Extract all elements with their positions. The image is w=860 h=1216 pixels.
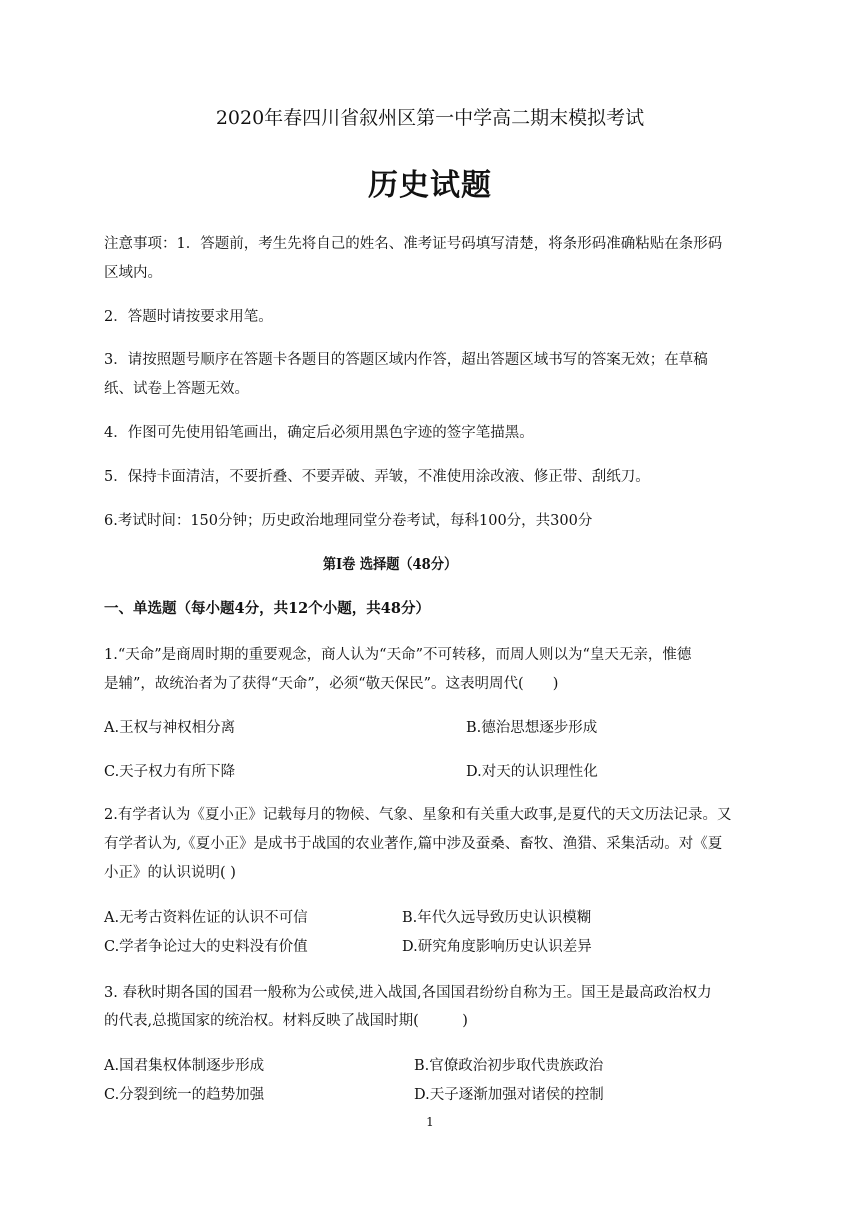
q2-option-c: C.学者争论过大的史料没有价值 <box>104 939 308 955</box>
q1-stem-line-2: 是辅”，故统治者为了获得“天命”，必须“敬天保民”。这表明周代( ) <box>104 676 559 692</box>
q1-option-c: C.天子权力有所下降 <box>104 764 236 780</box>
q3-option-d: D.天子逐渐加强对诸侯的控制 <box>414 1087 604 1103</box>
q3-stem-line-1: 3. 春秋时期各国的国君一般称为公或侯,进入战国,各国国君纷纷自称为王。国王是最高政治权力 <box>104 985 712 1001</box>
q1-stem-line-1: 1.“天命”是商周时期的重要观念，商人认为“天命”不可转移，而周人则以为“皇天无亲，惟德 <box>104 647 692 663</box>
part-title: 第Ⅰ卷 选择题（48分） <box>322 556 458 573</box>
note-4: 4．作图可先使用铅笔画出，确定后必须用黑色字迹的签字笔描黑。 <box>104 425 534 441</box>
q1-option-d: D.对天的认识理性化 <box>466 764 598 780</box>
group-title: 一、单选题（每小题4分，共12个小题，共48分） <box>104 600 430 617</box>
q1-option-a: A.王权与神权相分离 <box>104 720 236 736</box>
q2-option-b: B.年代久远导致历史认识模糊 <box>402 910 592 926</box>
q3-option-c: C.分裂到统一的趋势加强 <box>104 1087 265 1103</box>
q1-option-b: B.德治思想逐步形成 <box>466 720 598 736</box>
note-5: 5．保持卡面清洁，不要折叠、不要弄破、弄皱，不准使用涂改液、修正带、刮纸刀。 <box>104 469 650 485</box>
note-3-line-1: 3．请按照题号顺序在答题卡各题目的答题区域内作答，超出答题区域书写的答案无效；在草稿 <box>104 352 708 368</box>
subject-title: 历史试题 <box>368 168 492 203</box>
q3-option-a: A.国君集权体制逐步形成 <box>104 1058 265 1074</box>
q2-stem-line-3: 小正》的认识说明( ) <box>104 865 236 881</box>
q2-option-d: D.研究角度影响历史认识差异 <box>402 939 592 955</box>
q2-stem-line-1: 2.有学者认为《夏小正》记载每月的物候、气象、星象和有关重大政事,是夏代的天文历法记录。又 <box>104 807 732 823</box>
q2-option-a: A.无考古资料佐证的认识不可信 <box>104 910 308 926</box>
q2-stem-line-2: 有学者认为,《夏小正》是成书于战国的农业著作,篇中涉及蚕桑、畜牧、渔猎、采集活动。对《夏 <box>104 836 723 852</box>
q3-stem-line-2: 的代表,总揽国家的统治权。材料反映了战国时期( ) <box>104 1013 468 1029</box>
note-1-line-2: 区域内。 <box>104 265 162 281</box>
note-1-line-1: 注意事项：1．答题前，考生先将自己的姓名、准考证号码填写清楚，将条形码准确粘贴在条形码 <box>104 236 723 252</box>
note-3-line-2: 纸、试卷上答题无效。 <box>104 381 249 397</box>
note-6: 6.考试时间：150分钟；历史政治地理同堂分卷考试，每科100分，共300分 <box>104 513 593 529</box>
exam-title: 2020年春四川省叙州区第一中学高二期末模拟考试 <box>215 107 645 129</box>
note-2: 2．答题时请按要求用笔。 <box>104 309 273 325</box>
q3-option-b: B.官僚政治初步取代贵族政治 <box>414 1058 604 1074</box>
page-number: 1 <box>426 1115 434 1129</box>
